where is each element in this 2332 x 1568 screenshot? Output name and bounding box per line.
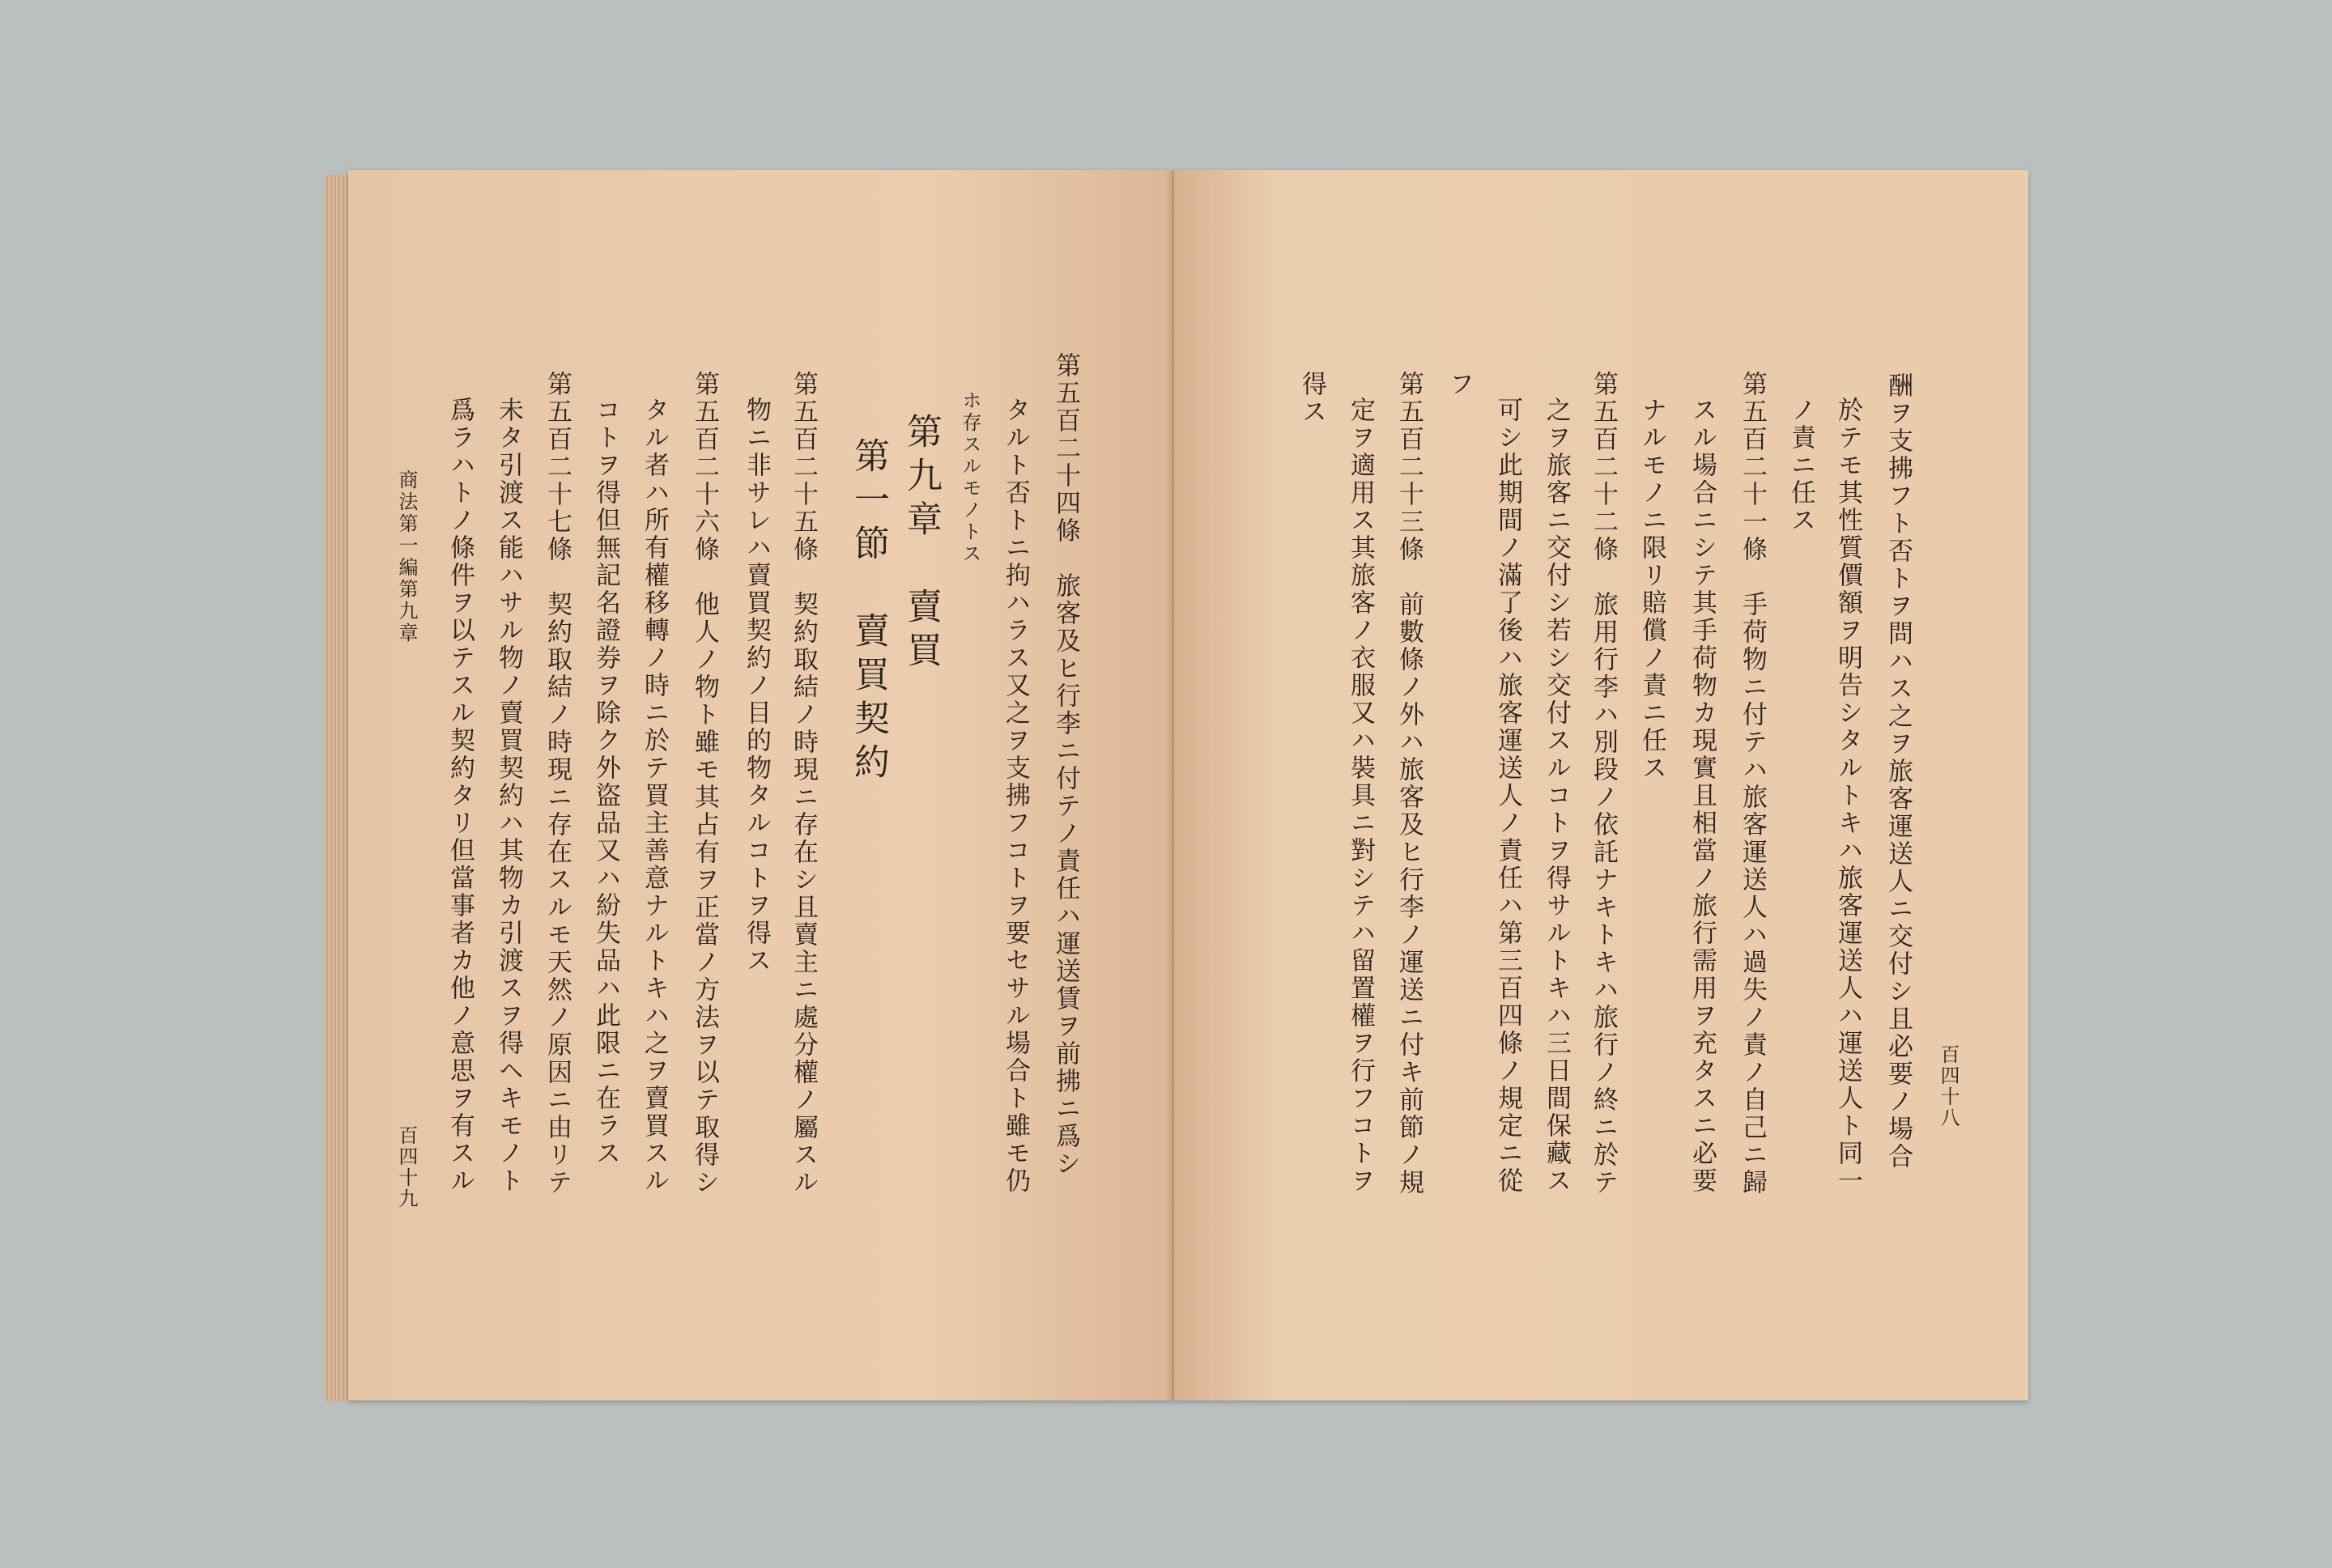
left-column-11: 第五百二十七條 契約取結ノ時現ニ存在スルモ天然ノ原因ニ由リテ xyxy=(543,371,572,1196)
left-column-9: タル者ハ所有權移轉ノ時ニ於テ買主善意ナルトキハ之ヲ賣買スル xyxy=(640,397,669,1195)
right-column-6: ナルモノニ限リ賠償ノ責ニ任ス xyxy=(1637,397,1666,782)
left-column-6: 第五百二十五條 契約取結ノ時現ニ存在シ且賣主ニ處分權ノ屬スル xyxy=(789,371,818,1196)
right-column-5: スル場合ニシテ其手荷物カ現實且相當ノ旅行需用ヲ充タスニ必要 xyxy=(1687,397,1717,1195)
right-column-8: 之ヲ旅客ニ交付シ若シ交付スルコトヲ得サルトキハ三日間保藏ス xyxy=(1542,397,1571,1195)
right-column-7: 第五百二十二條 旅用行李ハ別段ノ依託ナキトキハ旅行ノ終ニ於テ xyxy=(1589,371,1618,1196)
open-book xyxy=(324,170,2032,1409)
left-page-number: 百四十九 xyxy=(395,1125,418,1209)
section-heading: 第一節 賣買契約 xyxy=(848,437,889,787)
right-column-12: 定ヲ適用ス其旅客ノ衣服又ハ裝具ニ對シテハ留置權ヲ行フコトヲ xyxy=(1346,397,1375,1195)
left-column-13: 爲ラハトノ條件ヲ以テスル契約タリ但當事者カ他ノ意思ヲ有スル xyxy=(445,397,474,1195)
left-column-2: タルト否トニ拘ハラス又之ヲ支拂フコトヲ要セサル場合ト雖モ仍 xyxy=(1001,397,1030,1195)
right-column-13: 得ス xyxy=(1297,371,1326,426)
left-page xyxy=(348,170,1174,1400)
right-column-1: 酬ヲ支拂フト否トヲ問ハス之ヲ旅客運送人ニ交付シ且必要ノ場合 xyxy=(1883,372,1913,1171)
left-column-8: 第五百二十六條 他人ノ物ト雖モ其占有ヲ正當ノ方法ヲ以テ取得シ xyxy=(690,371,719,1196)
left-column-12: 未タ引渡ス能ハサル物ノ賣買契約ハ其物カ引渡スヲ得ヘキモノト xyxy=(494,397,523,1195)
right-column-11: 第五百二十三條 前數條ノ外ハ旅客及ヒ行李ノ運送ニ付キ前節ノ規 xyxy=(1394,371,1423,1196)
left-column-3: ホ存スルモノトス xyxy=(959,390,981,565)
right-column-10: フ xyxy=(1445,371,1474,398)
right-column-9: 可シ此期間ノ滿了後ハ旅客運送人ノ責任ハ第三百四條ノ規定ニ從 xyxy=(1493,397,1522,1195)
chapter-heading: 第九章 賣買 xyxy=(900,413,942,675)
left-column-1: 第五百二十四條 旅客及ヒ行李ニ付テノ責任ハ運送賃ヲ前拂ニ爲シ xyxy=(1051,352,1080,1178)
right-page xyxy=(1174,170,2028,1400)
right-column-4: 第五百二十一條 手荷物ニ付テハ旅客運送人ハ過失ノ責ノ自己ニ歸 xyxy=(1738,371,1767,1196)
right-column-2: 於テモ其性質價額ヲ明告シタルトキハ旅客運送人ハ運送人ト同一 xyxy=(1833,397,1862,1195)
left-column-7: 物ニ非サレハ賣買契約ノ目的物タルコトヲ得ス xyxy=(742,397,771,975)
left-column-10: コトヲ得但無記名證券ヲ除ク外盜品又ハ紛失品ハ此限ニ在ラス xyxy=(591,397,620,1167)
right-column-3: ノ責ニ任ス xyxy=(1786,397,1815,534)
right-page-number: 百四十八 xyxy=(1937,1044,1960,1128)
left-page-footer: 商法第一編第九章 xyxy=(395,470,418,644)
